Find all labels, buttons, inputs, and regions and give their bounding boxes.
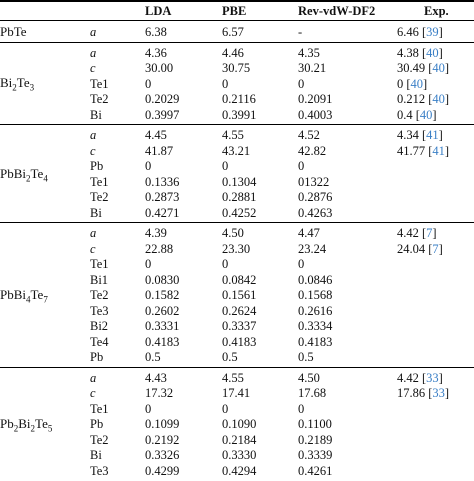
row-param: a bbox=[90, 25, 97, 39]
row-param: c bbox=[90, 386, 96, 400]
cell-exp: 4.34 [41] bbox=[397, 128, 443, 142]
row-param: a bbox=[90, 370, 97, 385]
citation-link[interactable]: 40 bbox=[426, 45, 439, 60]
cell-exp: 0.212 [40] bbox=[397, 92, 450, 106]
row-param: Bi1 bbox=[90, 272, 109, 287]
group-separator bbox=[0, 42, 474, 43]
cell-lda: 0.2602 bbox=[145, 303, 180, 318]
citation-link[interactable]: 40 bbox=[432, 92, 445, 106]
row-param: Te4 bbox=[90, 334, 109, 349]
cell-pbe: 4.46 bbox=[222, 45, 244, 60]
row-param: Bi bbox=[90, 205, 102, 220]
cell-pbe: 0.2184 bbox=[222, 432, 257, 447]
row-param: Te2 bbox=[90, 288, 109, 302]
cell-pbe: 0.4183 bbox=[222, 334, 257, 349]
cell-pbe: 0.0842 bbox=[222, 272, 257, 287]
cell-rev-vdw-df2: 42.82 bbox=[298, 143, 327, 158]
cell-pbe: 43.21 bbox=[222, 143, 251, 158]
group-separator bbox=[0, 124, 474, 125]
cell-rev-vdw-df2: 0.4261 bbox=[298, 463, 333, 478]
exp-value: 24.04 bbox=[397, 241, 426, 256]
cell-pbe: 0.3330 bbox=[222, 448, 257, 462]
cell-lda: 0.0830 bbox=[145, 272, 180, 287]
citation-link[interactable]: 7 bbox=[426, 226, 433, 240]
cell-pbe: 0 bbox=[222, 159, 229, 173]
header-lda: LDA bbox=[145, 4, 172, 18]
cell-lda: 4.45 bbox=[145, 128, 167, 142]
compound-label: $Pb_2Bi_2Te_5$ bbox=[0, 415, 53, 434]
cell-pbe: 0.1090 bbox=[222, 417, 257, 431]
cell-rev-vdw-df2: 4.47 bbox=[298, 226, 320, 240]
cell-exp: 41.77 [41] bbox=[397, 143, 450, 158]
cell-lda: 0 bbox=[145, 257, 152, 271]
cell-pbe: 0.3991 bbox=[222, 107, 257, 122]
citation-link[interactable]: 39 bbox=[426, 25, 439, 39]
cell-lda: 0.1582 bbox=[145, 288, 180, 302]
citation-link[interactable]: 41 bbox=[432, 143, 445, 158]
cell-lda: 17.32 bbox=[145, 386, 174, 400]
group-separator bbox=[0, 367, 474, 368]
cell-lda: 0.4183 bbox=[145, 334, 180, 349]
cell-pbe: 0.2116 bbox=[222, 92, 256, 106]
cell-rev-vdw-df2: 4.35 bbox=[298, 45, 320, 60]
cell-rev-vdw-df2: 23.24 bbox=[298, 241, 327, 256]
cell-pbe: 17.41 bbox=[222, 386, 251, 400]
cell-lda: 0.2873 bbox=[145, 190, 180, 204]
row-param: Bi2 bbox=[90, 319, 109, 333]
cell-rev-vdw-df2: 0 bbox=[298, 257, 305, 271]
compound-label: $PbBi_2Te_4$ bbox=[0, 165, 48, 184]
cell-exp: 24.04 [7] bbox=[397, 241, 443, 256]
citation-link[interactable]: 33 bbox=[432, 386, 445, 400]
cell-pbe: 0.2881 bbox=[222, 190, 257, 204]
cell-exp: 30.49 [40] bbox=[397, 61, 450, 75]
cell-exp: 17.86 [33] bbox=[397, 386, 450, 400]
cell-lda: 4.43 bbox=[145, 370, 167, 385]
cell-pbe: 4.55 bbox=[222, 128, 244, 142]
cell-lda: 4.36 bbox=[145, 45, 167, 60]
cell-pbe: 0.4294 bbox=[222, 463, 257, 478]
cell-lda: 0.4299 bbox=[145, 463, 180, 478]
cell-rev-vdw-df2: 0.4263 bbox=[298, 205, 333, 220]
row-param: Pb bbox=[90, 350, 104, 364]
cell-lda: 0.2192 bbox=[145, 432, 180, 447]
row-param: a bbox=[90, 226, 97, 240]
exp-value: 0.4 bbox=[397, 107, 413, 122]
cell-rev-vdw-df2: 0 bbox=[298, 401, 305, 416]
row-param: Te2 bbox=[90, 190, 109, 204]
row-param: Te1 bbox=[90, 76, 109, 91]
cell-lda: 0.5 bbox=[145, 350, 161, 364]
header-rule bbox=[0, 20, 474, 21]
row-param: Te3 bbox=[90, 303, 109, 318]
cell-rev-vdw-df2: 0.1100 bbox=[298, 417, 332, 431]
cell-lda: 4.39 bbox=[145, 226, 167, 240]
header-exp: Exp. bbox=[424, 4, 449, 18]
row-param: Te1 bbox=[90, 401, 109, 416]
top-rule bbox=[0, 0, 474, 2]
cell-pbe: 0.3337 bbox=[222, 319, 257, 333]
cell-rev-vdw-df2: 0.5 bbox=[298, 350, 314, 364]
citation-link[interactable]: 41 bbox=[426, 128, 439, 142]
cell-rev-vdw-df2: 0.2616 bbox=[298, 303, 333, 318]
row-param: c bbox=[90, 61, 96, 75]
compound-label: $Bi_2Te_3$ bbox=[0, 75, 35, 93]
exp-value: 41.77 bbox=[397, 143, 426, 158]
cell-lda: 30.00 bbox=[145, 61, 174, 75]
row-param: c bbox=[90, 143, 96, 158]
cell-lda: 0.1336 bbox=[145, 174, 180, 189]
compound-label: $PbBi_4Te_7$ bbox=[0, 286, 48, 305]
header-pbe: PBE bbox=[222, 4, 247, 18]
row-param: Te2 bbox=[90, 92, 109, 106]
cell-rev-vdw-df2: 0.4003 bbox=[298, 107, 333, 122]
citation-link[interactable]: 40 bbox=[410, 76, 424, 91]
citation-link[interactable]: 7 bbox=[432, 241, 439, 256]
cell-exp: 4.42 [7] bbox=[397, 226, 437, 240]
cell-pbe: 0 bbox=[222, 257, 229, 271]
cell-rev-vdw-df2: 0 bbox=[298, 159, 305, 173]
cell-pbe: 4.50 bbox=[222, 226, 244, 240]
cell-rev-vdw-df2: 01322 bbox=[298, 174, 330, 189]
row-param: Bi bbox=[90, 448, 102, 462]
cell-lda: 22.88 bbox=[145, 241, 174, 256]
citation-link[interactable]: 40 bbox=[432, 61, 445, 75]
cell-pbe: 4.55 bbox=[222, 370, 244, 385]
exp-value: 30.49 bbox=[397, 61, 426, 75]
cell-pbe: 0.1561 bbox=[222, 288, 257, 302]
cell-pbe: 6.57 bbox=[222, 25, 244, 39]
cell-rev-vdw-df2: 0.4183 bbox=[298, 334, 333, 349]
cell-pbe: 0.2624 bbox=[222, 303, 257, 318]
cell-lda: 0 bbox=[145, 401, 152, 416]
cell-pbe: 23.30 bbox=[222, 241, 251, 256]
cell-lda: 6.38 bbox=[145, 25, 167, 39]
cell-lda: 0.1099 bbox=[145, 417, 180, 431]
row-param: Pb bbox=[90, 159, 104, 173]
cell-exp: 4.42 [33] bbox=[397, 370, 443, 385]
cell-pbe: 0 bbox=[222, 401, 229, 416]
cell-rev-vdw-df2: 0.0846 bbox=[298, 272, 333, 287]
cell-rev-vdw-df2: 0 bbox=[298, 76, 305, 91]
cell-rev-vdw-df2: 0.1568 bbox=[298, 288, 333, 302]
cell-rev-vdw-df2: 0.3334 bbox=[298, 319, 333, 333]
exp-value: 4.38 bbox=[397, 45, 419, 60]
row-param: Pb bbox=[90, 417, 104, 431]
exp-value: 0.212 bbox=[397, 92, 426, 106]
row-param: a bbox=[90, 128, 97, 142]
row-param: a bbox=[90, 45, 97, 60]
cell-pbe: 0 bbox=[222, 76, 229, 91]
exp-value: 4.34 bbox=[397, 128, 419, 142]
cell-rev-vdw-df2: 17.68 bbox=[298, 386, 327, 400]
cell-rev-vdw-df2: 0.3339 bbox=[298, 448, 333, 462]
cell-lda: 0 bbox=[145, 76, 152, 91]
cell-lda: 0.4271 bbox=[145, 205, 180, 220]
row-param: c bbox=[90, 241, 96, 256]
citation-link[interactable]: 33 bbox=[426, 370, 439, 385]
group-separator bbox=[0, 222, 474, 223]
row-param: Te1 bbox=[90, 174, 109, 189]
row-param: Te2 bbox=[90, 432, 109, 447]
cell-exp: 0 [40] bbox=[397, 76, 428, 91]
compound-label: PbTe bbox=[0, 23, 27, 39]
header-rev-vdw-df2: Rev-vdW-DF2 bbox=[298, 4, 376, 18]
cell-lda: 0.3326 bbox=[145, 448, 180, 462]
exp-value: 4.42 bbox=[397, 370, 419, 385]
exp-value: 4.42 bbox=[397, 226, 419, 240]
cell-rev-vdw-df2: 4.50 bbox=[298, 370, 320, 385]
exp-value: 17.86 bbox=[397, 386, 426, 400]
cell-rev-vdw-df2: 30.21 bbox=[298, 61, 327, 75]
cell-pbe: 0.4252 bbox=[222, 205, 257, 220]
cell-lda: 0 bbox=[145, 159, 152, 173]
row-param: Te3 bbox=[90, 463, 109, 478]
cell-rev-vdw-df2: - bbox=[298, 25, 303, 39]
citation-link[interactable]: 40 bbox=[419, 107, 433, 122]
cell-rev-vdw-df2: 0.2091 bbox=[298, 92, 333, 106]
cell-rev-vdw-df2: 0.2189 bbox=[298, 432, 333, 447]
row-param: Bi bbox=[90, 107, 102, 122]
cell-pbe: 30.75 bbox=[222, 61, 251, 75]
cell-lda: 0.3997 bbox=[145, 107, 180, 122]
cell-exp: 0.4 [40] bbox=[397, 107, 437, 122]
row-param: Te1 bbox=[90, 257, 109, 271]
cell-lda: 41.87 bbox=[145, 143, 174, 158]
cell-rev-vdw-df2: 4.52 bbox=[298, 128, 320, 142]
cell-lda: 0.3331 bbox=[145, 319, 180, 333]
cell-lda: 0.2029 bbox=[145, 92, 180, 106]
cell-rev-vdw-df2: 0.2876 bbox=[298, 190, 333, 204]
cell-pbe: 0.1304 bbox=[222, 174, 257, 189]
cell-exp: 4.38 [40] bbox=[397, 45, 443, 60]
exp-value: 6.46 bbox=[397, 25, 419, 39]
cell-exp: 6.46 [39] bbox=[397, 25, 443, 39]
cell-pbe: 0.5 bbox=[222, 350, 238, 364]
exp-value: 0 bbox=[397, 76, 404, 91]
